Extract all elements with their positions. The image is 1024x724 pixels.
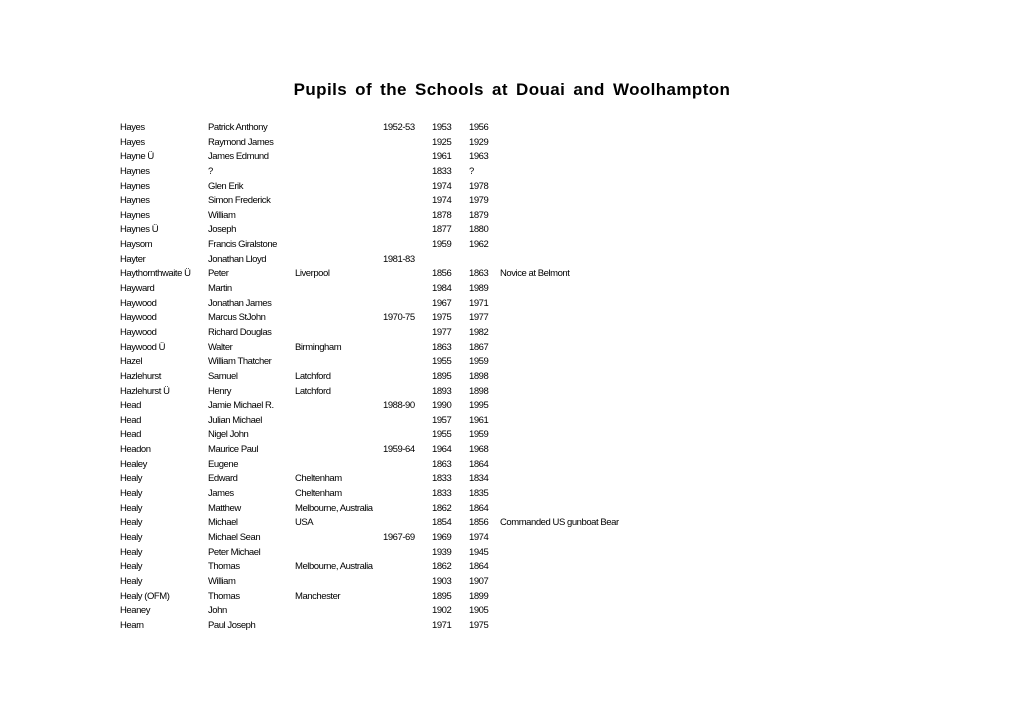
entry-year-cell: 1925 [432, 136, 452, 148]
list-item [0, 604, 1024, 619]
entry-year-cell: 1877 [432, 224, 452, 236]
surname-cell: Healy (OFM) [120, 590, 170, 602]
surname-cell: Hazlehurst Ü [120, 385, 170, 397]
surname-cell: Haynes [120, 195, 150, 207]
leave-year-cell: 1867 [469, 341, 489, 353]
surname-cell: Haywood Ü [120, 341, 166, 353]
leave-year-cell: 1835 [469, 488, 489, 500]
place-cell: Cheltenham [295, 488, 342, 500]
list-item [0, 428, 1024, 443]
leave-year-cell: 1899 [469, 590, 489, 602]
forename-cell: Simon Frederick [208, 195, 271, 207]
entry-year-cell: 1955 [432, 356, 452, 368]
forename-cell: Paul Joseph [208, 619, 256, 631]
entry-year-cell: 1833 [432, 488, 452, 500]
forename-cell: Peter Michael [208, 546, 261, 558]
surname-cell: Haywood [120, 312, 157, 324]
place-cell: Melbourne, Australia [295, 561, 373, 573]
forename-cell: Henry [208, 385, 232, 397]
leave-year-cell: 1963 [469, 151, 489, 163]
leave-year-cell: 1995 [469, 400, 489, 412]
list-item [0, 619, 1024, 634]
junior-years-cell: 1970-75 [383, 312, 415, 324]
pupil-list [0, 121, 1024, 633]
list-item [0, 121, 1024, 136]
surname-cell: Head [120, 414, 141, 426]
list-item [0, 443, 1024, 458]
forename-cell: James Edmund [208, 151, 269, 163]
leave-year-cell: 1975 [469, 619, 489, 631]
leave-year-cell: 1879 [469, 209, 489, 221]
leave-year-cell: 1978 [469, 180, 489, 192]
entry-year-cell: 1903 [432, 575, 452, 587]
leave-year-cell: 1898 [469, 370, 489, 382]
surname-cell: Hazlehurst [120, 370, 161, 382]
surname-cell: Haynes [120, 165, 150, 177]
list-item [0, 516, 1024, 531]
leave-year-cell: ? [469, 165, 474, 177]
entry-year-cell: 1961 [432, 151, 452, 163]
forename-cell: Matthew [208, 502, 241, 514]
forename-cell: Nigel John [208, 429, 249, 441]
list-item [0, 370, 1024, 385]
leave-year-cell: 1979 [469, 195, 489, 207]
entry-year-cell: 1856 [432, 268, 452, 280]
forename-cell: Martin [208, 283, 232, 295]
entry-year-cell: 1939 [432, 546, 452, 558]
junior-years-cell: 1967-69 [383, 531, 415, 543]
entry-year-cell: 1974 [432, 180, 452, 192]
leave-year-cell: 1898 [469, 385, 489, 397]
leave-year-cell: 1982 [469, 326, 489, 338]
entry-year-cell: 1878 [432, 209, 452, 221]
surname-cell: Haynes [120, 180, 150, 192]
entry-year-cell: 1977 [432, 326, 452, 338]
forename-cell: Glen Erik [208, 180, 244, 192]
entry-year-cell: 1974 [432, 195, 452, 207]
place-cell: Liverpool [295, 268, 330, 280]
list-item [0, 414, 1024, 429]
list-item [0, 502, 1024, 517]
forename-cell: William [208, 209, 236, 221]
junior-years-cell: 1952-53 [383, 122, 415, 133]
surname-cell: Hayes [120, 136, 145, 148]
entry-year-cell: 1895 [432, 590, 452, 602]
list-item [0, 385, 1024, 400]
surname-cell: Healy [120, 531, 143, 543]
forename-cell: Thomas [208, 590, 240, 602]
list-item [0, 341, 1024, 356]
leave-year-cell: 1959 [469, 429, 489, 441]
leave-year-cell: 1989 [469, 283, 489, 295]
entry-year-cell: 1895 [432, 370, 452, 382]
entry-year-cell: 1863 [432, 341, 452, 353]
list-item [0, 209, 1024, 224]
place-cell: Cheltenham [295, 473, 342, 485]
note-cell: Commanded US gunboat Bear [500, 517, 619, 529]
surname-cell: Hayne Ü [120, 151, 154, 163]
place-cell: USA [295, 517, 314, 529]
surname-cell: Healy [120, 473, 143, 485]
forename-cell: Francis Giralstone [208, 239, 277, 251]
list-item [0, 194, 1024, 209]
leave-year-cell: 1863 [469, 268, 489, 280]
entry-year-cell: 1975 [432, 312, 452, 324]
surname-cell: Hayes [120, 122, 145, 133]
surname-cell: Haywood [120, 297, 157, 309]
list-item [0, 546, 1024, 561]
list-item [0, 311, 1024, 326]
list-item [0, 253, 1024, 268]
leave-year-cell: 1864 [469, 561, 489, 573]
entry-year-cell: 1854 [432, 517, 452, 529]
surname-cell: Healy [120, 517, 143, 529]
entry-year-cell: 1833 [432, 165, 452, 177]
entry-year-cell: 1959 [432, 239, 452, 251]
leave-year-cell: 1834 [469, 473, 489, 485]
junior-years-cell: 1981-83 [383, 253, 415, 265]
leave-year-cell: 1945 [469, 546, 489, 558]
entry-year-cell: 1969 [432, 531, 452, 543]
surname-cell: Head [120, 429, 141, 441]
leave-year-cell: 1907 [469, 575, 489, 587]
entry-year-cell: 1957 [432, 414, 452, 426]
leave-year-cell: 1856 [469, 517, 489, 529]
junior-years-cell: 1988-90 [383, 400, 415, 412]
forename-cell: Joseph [208, 224, 236, 236]
surname-cell: Hayward [120, 283, 155, 295]
list-item [0, 150, 1024, 165]
entry-year-cell: 1984 [432, 283, 452, 295]
surname-cell: Head [120, 400, 141, 412]
list-item [0, 297, 1024, 312]
entry-year-cell: 1990 [432, 400, 452, 412]
surname-cell: Hazel [120, 356, 143, 368]
surname-cell: Haynes Ü [120, 224, 159, 236]
forename-cell: James [208, 488, 234, 500]
forename-cell: Richard Douglas [208, 326, 272, 338]
forename-cell: Samuel [208, 370, 238, 382]
list-item [0, 267, 1024, 282]
forename-cell: William Thatcher [208, 356, 272, 368]
surname-cell: Healy [120, 502, 143, 514]
list-item [0, 560, 1024, 575]
forename-cell: Maurice Paul [208, 444, 259, 456]
forename-cell: John [208, 605, 227, 617]
leave-year-cell: 1956 [469, 122, 489, 133]
surname-cell: Haywood [120, 326, 157, 338]
list-item [0, 180, 1024, 195]
surname-cell: Headon [120, 444, 151, 456]
entry-year-cell: 1862 [432, 502, 452, 514]
forename-cell: Walter [208, 341, 233, 353]
place-cell: Manchester [295, 590, 341, 602]
leave-year-cell: 1961 [469, 414, 489, 426]
surname-cell: Hearn [120, 619, 144, 631]
junior-years-cell: 1959-64 [383, 444, 415, 456]
page-title: Pupils of the Schools at Douai and Woolhampton [293, 80, 731, 99]
list-item [0, 590, 1024, 605]
surname-cell: Healy [120, 561, 143, 573]
list-item [0, 238, 1024, 253]
forename-cell: Eugene [208, 458, 239, 470]
entry-year-cell: 1964 [432, 444, 452, 456]
leave-year-cell: 1962 [469, 239, 489, 251]
entry-year-cell: 1833 [432, 473, 452, 485]
entry-year-cell: 1862 [432, 561, 452, 573]
entry-year-cell: 1953 [432, 122, 452, 133]
surname-cell: Haynes [120, 209, 150, 221]
leave-year-cell: 1864 [469, 502, 489, 514]
entry-year-cell: 1863 [432, 458, 452, 470]
entry-year-cell: 1902 [432, 605, 452, 617]
list-item [0, 575, 1024, 590]
list-item [0, 326, 1024, 341]
surname-cell: Healey [120, 458, 147, 470]
place-cell: Latchford [295, 370, 331, 382]
surname-cell: Heaney [120, 605, 151, 617]
surname-cell: Healy [120, 575, 143, 587]
forename-cell: Peter [208, 268, 229, 280]
forename-cell: ? [208, 165, 213, 177]
place-cell: Birmingham [295, 341, 342, 353]
place-cell: Latchford [295, 385, 331, 397]
forename-cell: Thomas [208, 561, 240, 573]
list-item [0, 458, 1024, 473]
list-item [0, 399, 1024, 414]
list-item [0, 136, 1024, 151]
entry-year-cell: 1893 [432, 385, 452, 397]
forename-cell: Jonathan James [208, 297, 272, 309]
forename-cell: William [208, 575, 236, 587]
surname-cell: Healy [120, 488, 143, 500]
entry-year-cell: 1955 [432, 429, 452, 441]
list-item [0, 165, 1024, 180]
leave-year-cell: 1929 [469, 136, 489, 148]
leave-year-cell: 1968 [469, 444, 489, 456]
surname-cell: Haysom [120, 239, 153, 251]
forename-cell: Edward [208, 473, 238, 485]
surname-cell: Healy [120, 546, 143, 558]
note-cell: Novice at Belmont [500, 268, 570, 280]
list-item [0, 223, 1024, 238]
leave-year-cell: 1864 [469, 458, 489, 470]
leave-year-cell: 1905 [469, 605, 489, 617]
list-item [0, 282, 1024, 297]
forename-cell: Julian Michael [208, 414, 262, 426]
entry-year-cell: 1967 [432, 297, 452, 309]
surname-cell: Haythornthwaite Ü [120, 268, 191, 280]
list-item [0, 472, 1024, 487]
leave-year-cell: 1974 [469, 531, 489, 543]
forename-cell: Patrick Anthony [208, 122, 268, 133]
entry-year-cell: 1971 [432, 619, 452, 631]
forename-cell: Jamie Michael R. [208, 400, 274, 412]
forename-cell: Raymond James [208, 136, 274, 148]
leave-year-cell: 1880 [469, 224, 489, 236]
leave-year-cell: 1959 [469, 356, 489, 368]
leave-year-cell: 1971 [469, 297, 489, 309]
forename-cell: Marcus StJohn [208, 312, 266, 324]
leave-year-cell: 1977 [469, 312, 489, 324]
place-cell: Melbourne, Australia [295, 502, 373, 514]
list-item [0, 355, 1024, 370]
list-item [0, 531, 1024, 546]
surname-cell: Hayter [120, 253, 146, 265]
forename-cell: Jonathan Lloyd [208, 253, 267, 265]
forename-cell: Michael Sean [208, 531, 261, 543]
list-item [0, 487, 1024, 502]
forename-cell: Michael [208, 517, 238, 529]
